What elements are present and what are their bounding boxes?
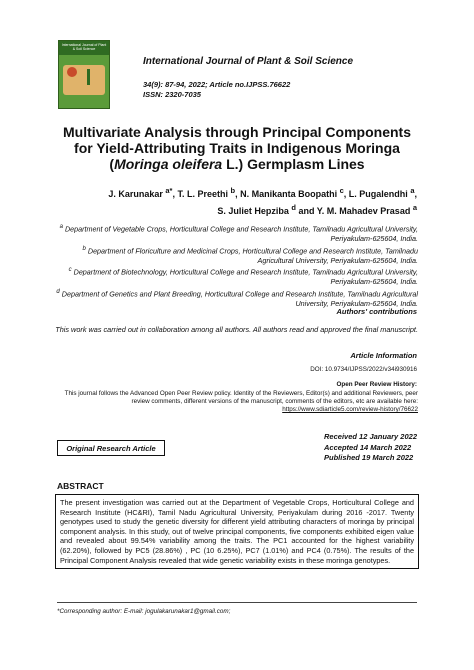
author-sep: and	[295, 206, 317, 216]
affiliation-sup: a	[59, 224, 63, 230]
author-sep: ,	[235, 189, 241, 199]
cover-sun-illustration	[67, 67, 77, 77]
author-line-1	[60, 184, 417, 201]
author-name: L. Pugalendhi	[348, 189, 411, 199]
journal-cover-image	[58, 40, 110, 109]
author-affil-sup: c	[339, 186, 344, 195]
volume-info: 34(9): 87-94, 2022; Article no.IJPSS.76622	[143, 80, 291, 89]
abstract-box	[55, 494, 419, 569]
review-history-text	[55, 390, 418, 414]
affiliation-text: Department of Floriculture and Medicinal Crops, Horticultural College and Research Institute, Tamilnadu Agricultural University, Periyakulam-625604, India.	[85, 245, 418, 265]
affiliation	[55, 223, 418, 244]
review-history-heading: Open Peer Review History:	[336, 381, 417, 388]
abstract-text: The present investigation was carried out at the Department of Vegetable Crops, Horticultural College and Research Institute (HC&RI), Tamil Nadu Agricultural University, Periyakulam during 2016 -2017. Twenty genotypes used to study the genetic diversity for different yield attributing characters of moringa by principal component analysis. In this study, out of twelve principal components, five components exhibited eigen value and revealed about 99.54% variability among the traits. The PC1 accounted for the highest variability (62.20%), followed by PC5 (28.86%) , PC (10 6.25%), PC7 (1.01%) and PC4 (0.75%). The results of the Principal Component Analysis revealed that wide genetic variability exists in these moringa genotypes.	[60, 498, 414, 565]
author-sep: ,	[414, 189, 417, 199]
article-type-box	[57, 440, 165, 456]
author-list	[60, 184, 417, 218]
contributions-heading: Authors' contributions	[336, 307, 417, 316]
author-name: T. L. Preethi	[177, 189, 231, 199]
cover-plant-illustration	[87, 69, 90, 85]
title-line-3-end: L.) Germplasm Lines	[222, 156, 365, 172]
journal-name: International Journal of Plant & Soil Science	[143, 56, 354, 67]
article-info-heading: Article Information	[350, 351, 417, 360]
author-affil-sup: a	[410, 186, 415, 195]
cover-title: International Journal of Plant & Soil Science	[61, 43, 107, 51]
affiliation	[55, 245, 418, 266]
author-affil-sup: d	[291, 203, 296, 212]
author-name: J. Karunakar	[108, 189, 166, 199]
accepted-date: Accepted 14 March 2022	[324, 442, 412, 452]
author-name: S. Juliet Hepziba	[217, 206, 292, 216]
author-affil-sup: b	[230, 186, 236, 195]
title-open-paren: (	[109, 156, 115, 172]
doi: DOI: 10.9734/IJPSS/2022/v34i930916	[310, 366, 417, 373]
footnote-divider	[57, 602, 417, 603]
affiliation	[55, 266, 418, 287]
published-date: Published 19 March 2022	[324, 453, 414, 462]
author-name: Y. M. Mahadev Prasad	[316, 206, 413, 216]
received-date: Received 12 January 2022	[324, 432, 417, 441]
review-history-description: This journal follows the Advanced Open Peer Review policy. Identity of the Reviewers, Editor(s) and additional Reviewers, peer review comments, different versions of the manuscript, comments of the editors, etc are available here:	[64, 390, 418, 405]
article-type-label: Original Research Article	[66, 443, 156, 453]
article-title	[55, 124, 419, 172]
title-species: Moringa oleifera	[114, 156, 223, 172]
publication-dates	[324, 432, 417, 464]
affiliation-sup: c	[68, 267, 72, 274]
review-history-link[interactable]: https://www.sdiarticle5.com/review-history/76622	[282, 406, 418, 413]
author-name: N. Manikanta Boopathi	[240, 189, 340, 199]
author-sep: ,	[172, 189, 178, 199]
author-line-2	[60, 201, 417, 218]
abstract-heading: ABSTRACT	[57, 481, 104, 491]
title-line-2: for Yield-Attributing Traits in Indigenous Moringa	[74, 140, 400, 156]
affiliation-sup: b	[82, 245, 86, 252]
affiliation-text: Department of Genetics and Plant Breeding, Horticultural College and Research Institute, Tamilnadu Agricultural University, Periyakulam-625604, India.	[59, 289, 418, 308]
corresponding-author-footnote: *Corresponding author: E-mail: jogulakarunakar1@gmail.com;	[57, 608, 231, 615]
affiliation-sup: d	[56, 288, 60, 295]
contributions-text: This work was carried out in collaboration among all authors. All authors read and approved the final manuscript.	[55, 325, 418, 334]
affiliation-text: Department of Vegetable Crops, Horticultural College and Research Institute, Tamilnadu Agricultural University, Periyakulam-625604, India.	[62, 224, 418, 243]
author-affil-sup: a*	[165, 186, 173, 195]
author-sep: ,	[343, 189, 349, 199]
author-affil-sup: a	[412, 203, 417, 212]
affiliation-text: Department of Biotechnology, Horticultural College and Research Institute, Tamilnadu Agricultural University, Periyakulam-625604, India.	[71, 267, 418, 287]
issn: ISSN: 2320-7035	[143, 90, 201, 99]
title-line-1: Multivariate Analysis through Principal Components	[63, 124, 411, 140]
affiliations	[55, 223, 418, 309]
affiliation	[55, 288, 418, 309]
